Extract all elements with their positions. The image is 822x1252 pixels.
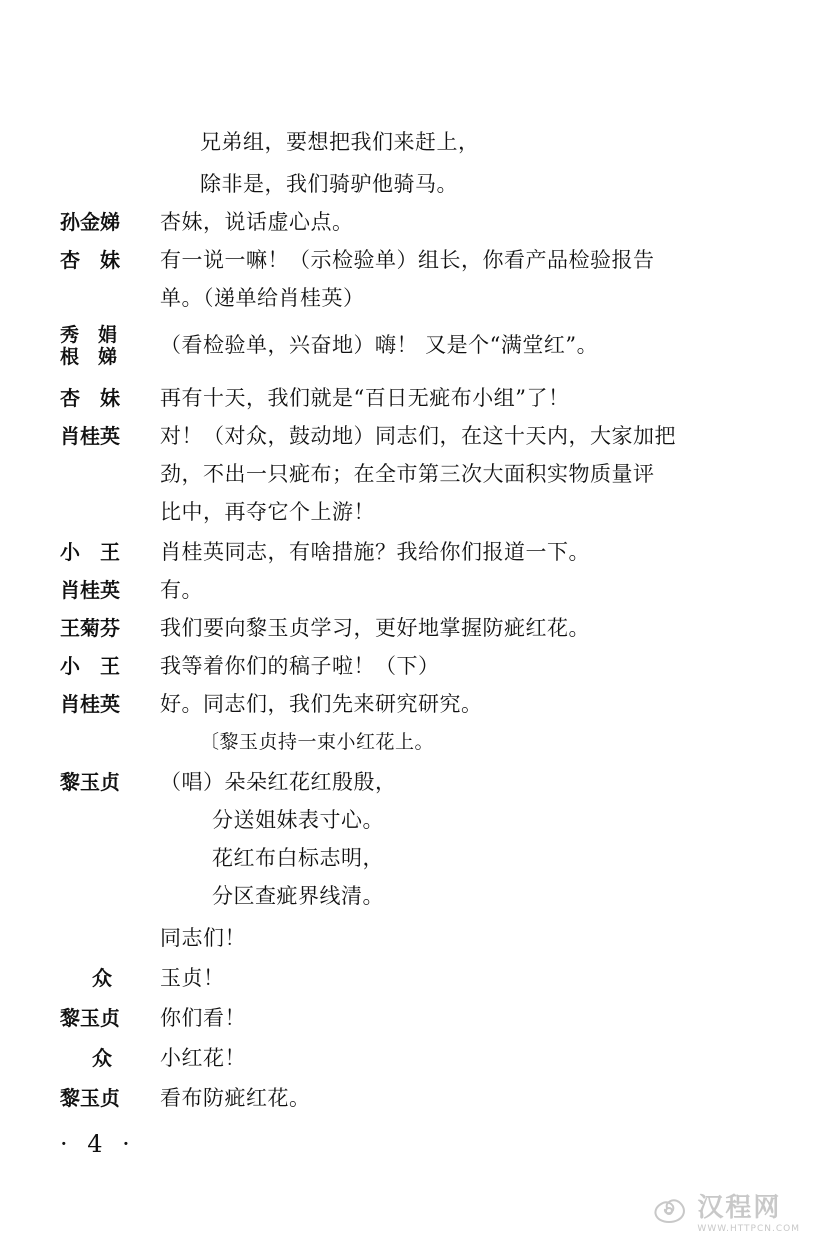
- verse-line: 分区查疵界线清。: [212, 884, 384, 908]
- speaker-name: 黎玉贞: [60, 1086, 120, 1110]
- speaker-name: 小 王: [60, 654, 120, 678]
- dialogue-line: 再有十天，我们就是“百日无疵布小组”了！: [160, 386, 570, 410]
- dialogue-line: 好。同志们，我们先来研究研究。: [160, 692, 483, 716]
- speaker-name: 根 娣: [60, 346, 118, 368]
- flower-swirl-icon: [645, 1192, 693, 1230]
- watermark-text: 汉程网: [697, 1193, 782, 1223]
- dialogue-line: 单。（递单给肖桂英）: [160, 286, 365, 310]
- dialogue-line: 比中，再夺它个上游！: [160, 500, 375, 524]
- dialogue-line: 你们看！: [160, 1006, 246, 1030]
- verse-line: 除非是，我们骑驴他骑马。: [200, 172, 458, 196]
- watermark-url: WWW.HTTPCN.COM: [697, 1224, 800, 1234]
- speaker-name: 肖桂英: [60, 578, 120, 602]
- verse-line: 花红布白标志明，: [212, 846, 384, 870]
- dialogue-line: 肖桂英同志，有啥措施？我给你们报道一下。: [160, 540, 590, 564]
- dialogue-line: 小红花！: [160, 1046, 246, 1070]
- dialogue-line: （唱）朵朵红花红殷殷，: [160, 770, 397, 794]
- speaker-name: 王菊芬: [60, 616, 120, 640]
- speaker-name: 小 王: [60, 540, 120, 564]
- dialogue-line: （看检验单，兴奋地）嗨！ 又是个“满堂红”。: [160, 333, 599, 357]
- speaker-name: 肖桂英: [60, 692, 120, 716]
- dialogue-line: 我们要向黎玉贞学习，更好地掌握防疵红花。: [160, 616, 590, 640]
- dialogue-line: 看布防疵红花。: [160, 1086, 311, 1110]
- dialogue-line: 玉贞！: [160, 966, 225, 990]
- speaker-name: 秀 娟: [60, 324, 118, 346]
- verse-line: 分送姐妹表寸心。: [212, 808, 384, 832]
- page-number: · 4 ·: [60, 1130, 136, 1158]
- watermark: [645, 1187, 800, 1234]
- dialogue-line: 同志们！: [160, 926, 246, 950]
- stage-direction: 〔黎玉贞持一束小红花上。: [200, 731, 435, 753]
- dialogue-line: 我等着你们的稿子啦！（下）: [160, 654, 440, 678]
- speaker-name: 黎玉贞: [60, 1006, 120, 1030]
- dialogue-line: 有一说一嘛！（示检验单）组长，你看产品检验报告: [160, 248, 655, 272]
- speaker-name: 孙金娣: [60, 210, 120, 234]
- speaker-name: 众: [92, 966, 112, 990]
- dialogue-line: 有。: [160, 578, 203, 602]
- speaker-name: 肖桂英: [60, 424, 120, 448]
- speaker-name: 杏 妹: [60, 386, 120, 410]
- speaker-name: 众: [92, 1046, 112, 1070]
- speaker-name: 杏 妹: [60, 248, 120, 272]
- dialogue-line: 劲，不出一只疵布；在全市第三次大面积实物质量评: [160, 462, 655, 486]
- speaker-name: 黎玉贞: [60, 770, 120, 794]
- dialogue-line: 杏妹，说话虚心点。: [160, 210, 354, 234]
- dialogue-line: 对！（对众，鼓动地）同志们，在这十天内，大家加把: [160, 424, 676, 448]
- verse-line: 兄弟组，要想把我们来赶上，: [200, 130, 480, 154]
